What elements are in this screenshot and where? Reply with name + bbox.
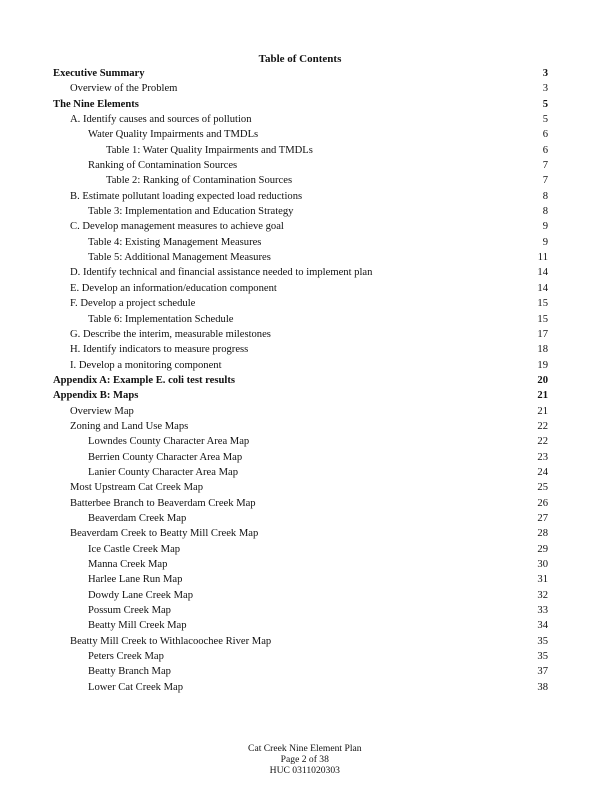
toc-entry-page: 38 <box>537 681 548 693</box>
toc-entry[interactable] <box>53 544 548 559</box>
toc-entry-title: Table 1: Water Quality Impairments and TMDLs <box>106 144 313 156</box>
toc-entry[interactable] <box>53 283 548 298</box>
toc-entry-page: 5 <box>542 114 548 126</box>
toc-entry[interactable] <box>53 436 548 451</box>
toc-entry-title: Ice Castle Creek Map <box>88 543 181 555</box>
toc-entry-title: Beaverdam Creek Map <box>88 512 187 524</box>
toc-entry-page: 28 <box>537 528 548 540</box>
toc-entry-page: 9 <box>542 236 548 248</box>
toc-entry[interactable] <box>53 360 548 375</box>
toc-entry-title: Table 4: Existing Management Measures <box>88 236 262 248</box>
toc-entry-page: 35 <box>537 635 548 647</box>
toc-entry[interactable] <box>53 498 548 513</box>
toc-entry-page: 8 <box>542 190 548 202</box>
toc-entry-page: 3 <box>542 68 548 79</box>
toc-entry[interactable] <box>53 390 548 405</box>
toc-entry-page: 19 <box>537 359 548 371</box>
toc-entry-title: Table 3: Implementation and Education Strategy <box>88 206 294 218</box>
toc-entry[interactable] <box>53 605 548 620</box>
toc-entry-title: Berrien County Character Area Map <box>88 451 243 463</box>
toc-entry[interactable] <box>53 314 548 329</box>
toc-entry-page: 7 <box>542 160 548 172</box>
toc-entry-title: Harlee Lane Run Map <box>88 574 183 586</box>
toc-entry-page: 8 <box>542 206 548 218</box>
toc-entry-title: Table 5: Additional Management Measures <box>88 252 271 264</box>
toc-entry[interactable] <box>53 574 548 589</box>
toc-entry-page: 37 <box>537 666 548 678</box>
toc-entry-title: Manna Creek Map <box>88 559 168 570</box>
toc-entry[interactable] <box>53 344 548 359</box>
toc-entry-page: 21 <box>537 390 548 402</box>
toc-entry-page: 32 <box>537 589 548 601</box>
page-footer <box>0 732 600 787</box>
toc-entry-page: 14 <box>537 282 548 294</box>
toc-entry[interactable] <box>53 467 548 482</box>
toc-entry-page: 22 <box>537 436 548 448</box>
toc-entry[interactable] <box>53 237 548 252</box>
toc-entry-title: The Nine Elements <box>53 98 139 110</box>
toc-entry-title: Beaverdam Creek to Beatty Mill Creek Map <box>70 528 259 540</box>
toc-entry-page: 34 <box>537 620 548 632</box>
toc-entry-page: 25 <box>537 482 548 494</box>
toc-entry-page: 15 <box>537 298 548 310</box>
toc-entry[interactable] <box>53 590 548 605</box>
toc-entry-page: 26 <box>537 497 548 509</box>
toc-entry-page: 18 <box>537 344 548 356</box>
toc-entry[interactable] <box>53 651 548 666</box>
toc-entry-title: Beatty Branch Map <box>88 666 171 678</box>
toc-entry[interactable] <box>53 145 548 160</box>
toc-entry[interactable] <box>53 620 548 635</box>
footer-document-name: Cat Creek Nine Element Plan <box>248 743 362 754</box>
toc-list <box>53 68 548 697</box>
toc-entry-title: D. Identify technical and financial assistance needed to implement plan <box>70 267 373 279</box>
toc-entry-title: Lower Cat Creek Map <box>88 681 184 693</box>
toc-entry-page: 31 <box>537 574 548 586</box>
toc-entry[interactable] <box>53 99 548 114</box>
toc-entry[interactable] <box>53 252 548 267</box>
toc-entry-title: Possum Creek Map <box>88 605 171 617</box>
toc-entry-title: Lanier County Character Area Map <box>88 466 239 478</box>
toc-entry-title: Batterbee Branch to Beaverdam Creek Map <box>70 497 256 509</box>
toc-entry-page: 33 <box>537 605 548 617</box>
toc-entry-page: 7 <box>542 175 548 187</box>
toc-entry[interactable] <box>53 267 548 282</box>
toc-entry-title: E. Develop an information/education component <box>70 282 277 294</box>
toc-entry-page: 30 <box>537 559 548 570</box>
toc-entry-title: Ranking of Contamination Sources <box>88 160 238 172</box>
toc-entry[interactable] <box>53 114 548 129</box>
toc-entry-page: 24 <box>537 466 548 478</box>
toc-entry-title: F. Develop a project schedule <box>70 298 196 310</box>
toc-entry[interactable] <box>53 559 548 574</box>
toc-entry-title: Beatty Mill Creek to Withlacoochee River Map <box>70 635 272 647</box>
toc-entry[interactable] <box>53 375 548 390</box>
toc-entry[interactable] <box>53 666 548 681</box>
toc-entry-page: 27 <box>537 512 548 524</box>
toc-entry-title: Appendix A: Example E. coli test results <box>53 374 235 386</box>
toc-entry[interactable] <box>53 298 548 313</box>
toc-entry-page: 9 <box>542 221 548 233</box>
toc-entry-page: 21 <box>537 405 548 417</box>
toc-entry[interactable] <box>53 421 548 436</box>
toc-entry-title: Overview Map <box>70 405 134 417</box>
toc-entry[interactable] <box>53 513 548 528</box>
toc-entry[interactable] <box>53 452 548 467</box>
toc-entry-title: Most Upstream Cat Creek Map <box>70 482 203 494</box>
toc-entry-page: 29 <box>537 543 548 555</box>
toc-title: Table of Contents <box>258 53 342 65</box>
toc-entry[interactable] <box>53 68 548 83</box>
toc-entry-title: Overview of the Problem <box>70 83 178 95</box>
toc-entry[interactable] <box>53 83 548 98</box>
toc-entry[interactable] <box>53 636 548 651</box>
toc-entry-title: Table 2: Ranking of Contamination Sources <box>106 175 293 187</box>
toc-entry-page: 17 <box>537 328 548 340</box>
toc-entry-title: Appendix B: Maps <box>53 390 139 402</box>
toc-entry-title: Peters Creek Map <box>88 651 164 663</box>
toc-entry-page: 35 <box>537 651 548 663</box>
toc-entry[interactable] <box>53 329 548 344</box>
toc-entry[interactable] <box>53 221 548 236</box>
toc-entry-title: A. Identify causes and sources of pollution <box>70 114 252 126</box>
toc-entry[interactable] <box>53 206 548 221</box>
footer-page-number: Page 2 of 38 <box>280 754 329 765</box>
toc-entry[interactable] <box>53 406 548 421</box>
toc-entry-title: C. Develop management measures to achieve goal <box>70 221 284 233</box>
toc-entry[interactable] <box>53 175 548 190</box>
toc-entry-page: 11 <box>537 252 548 264</box>
toc-entry-page: 20 <box>537 374 548 386</box>
toc-entry-page: 14 <box>537 267 548 279</box>
toc-entry[interactable] <box>53 191 548 206</box>
footer-huc: HUC 0311020303 <box>269 765 340 776</box>
toc-entry-page: 3 <box>542 83 548 95</box>
toc-entry-page: 6 <box>542 144 548 156</box>
toc-entry[interactable] <box>53 682 548 697</box>
toc-entry-title: G. Describe the interim, measurable milestones <box>70 328 271 340</box>
toc-entry[interactable] <box>53 129 548 144</box>
toc-entry-title: Dowdy Lane Creek Map <box>88 589 194 601</box>
toc-entry-title: Table 6: Implementation Schedule <box>88 313 234 325</box>
toc-entry-page: 22 <box>537 420 548 432</box>
toc-entry-title: B. Estimate pollutant loading expected load reductions <box>70 190 303 202</box>
toc-entry-title: Beatty Mill Creek Map <box>88 620 187 632</box>
toc-entry[interactable] <box>53 160 548 175</box>
toc-entry[interactable] <box>53 482 548 497</box>
toc-entry-page: 15 <box>537 313 548 325</box>
toc-entry-page: 6 <box>542 129 548 141</box>
toc-entry-title: Lowndes County Character Area Map <box>88 436 250 448</box>
toc-entry-title: Water Quality Impairments and TMDLs <box>88 129 259 141</box>
toc-entry[interactable] <box>53 528 548 543</box>
toc-entry-title: Zoning and Land Use Maps <box>70 420 189 432</box>
toc-entry-page: 23 <box>537 451 548 463</box>
toc-entry-page: 5 <box>542 98 548 110</box>
toc-entry-title: Executive Summary <box>53 68 145 79</box>
toc-entry-title: I. Develop a monitoring component <box>70 359 222 371</box>
toc-entry-title: H. Identify indicators to measure progress <box>70 344 249 356</box>
